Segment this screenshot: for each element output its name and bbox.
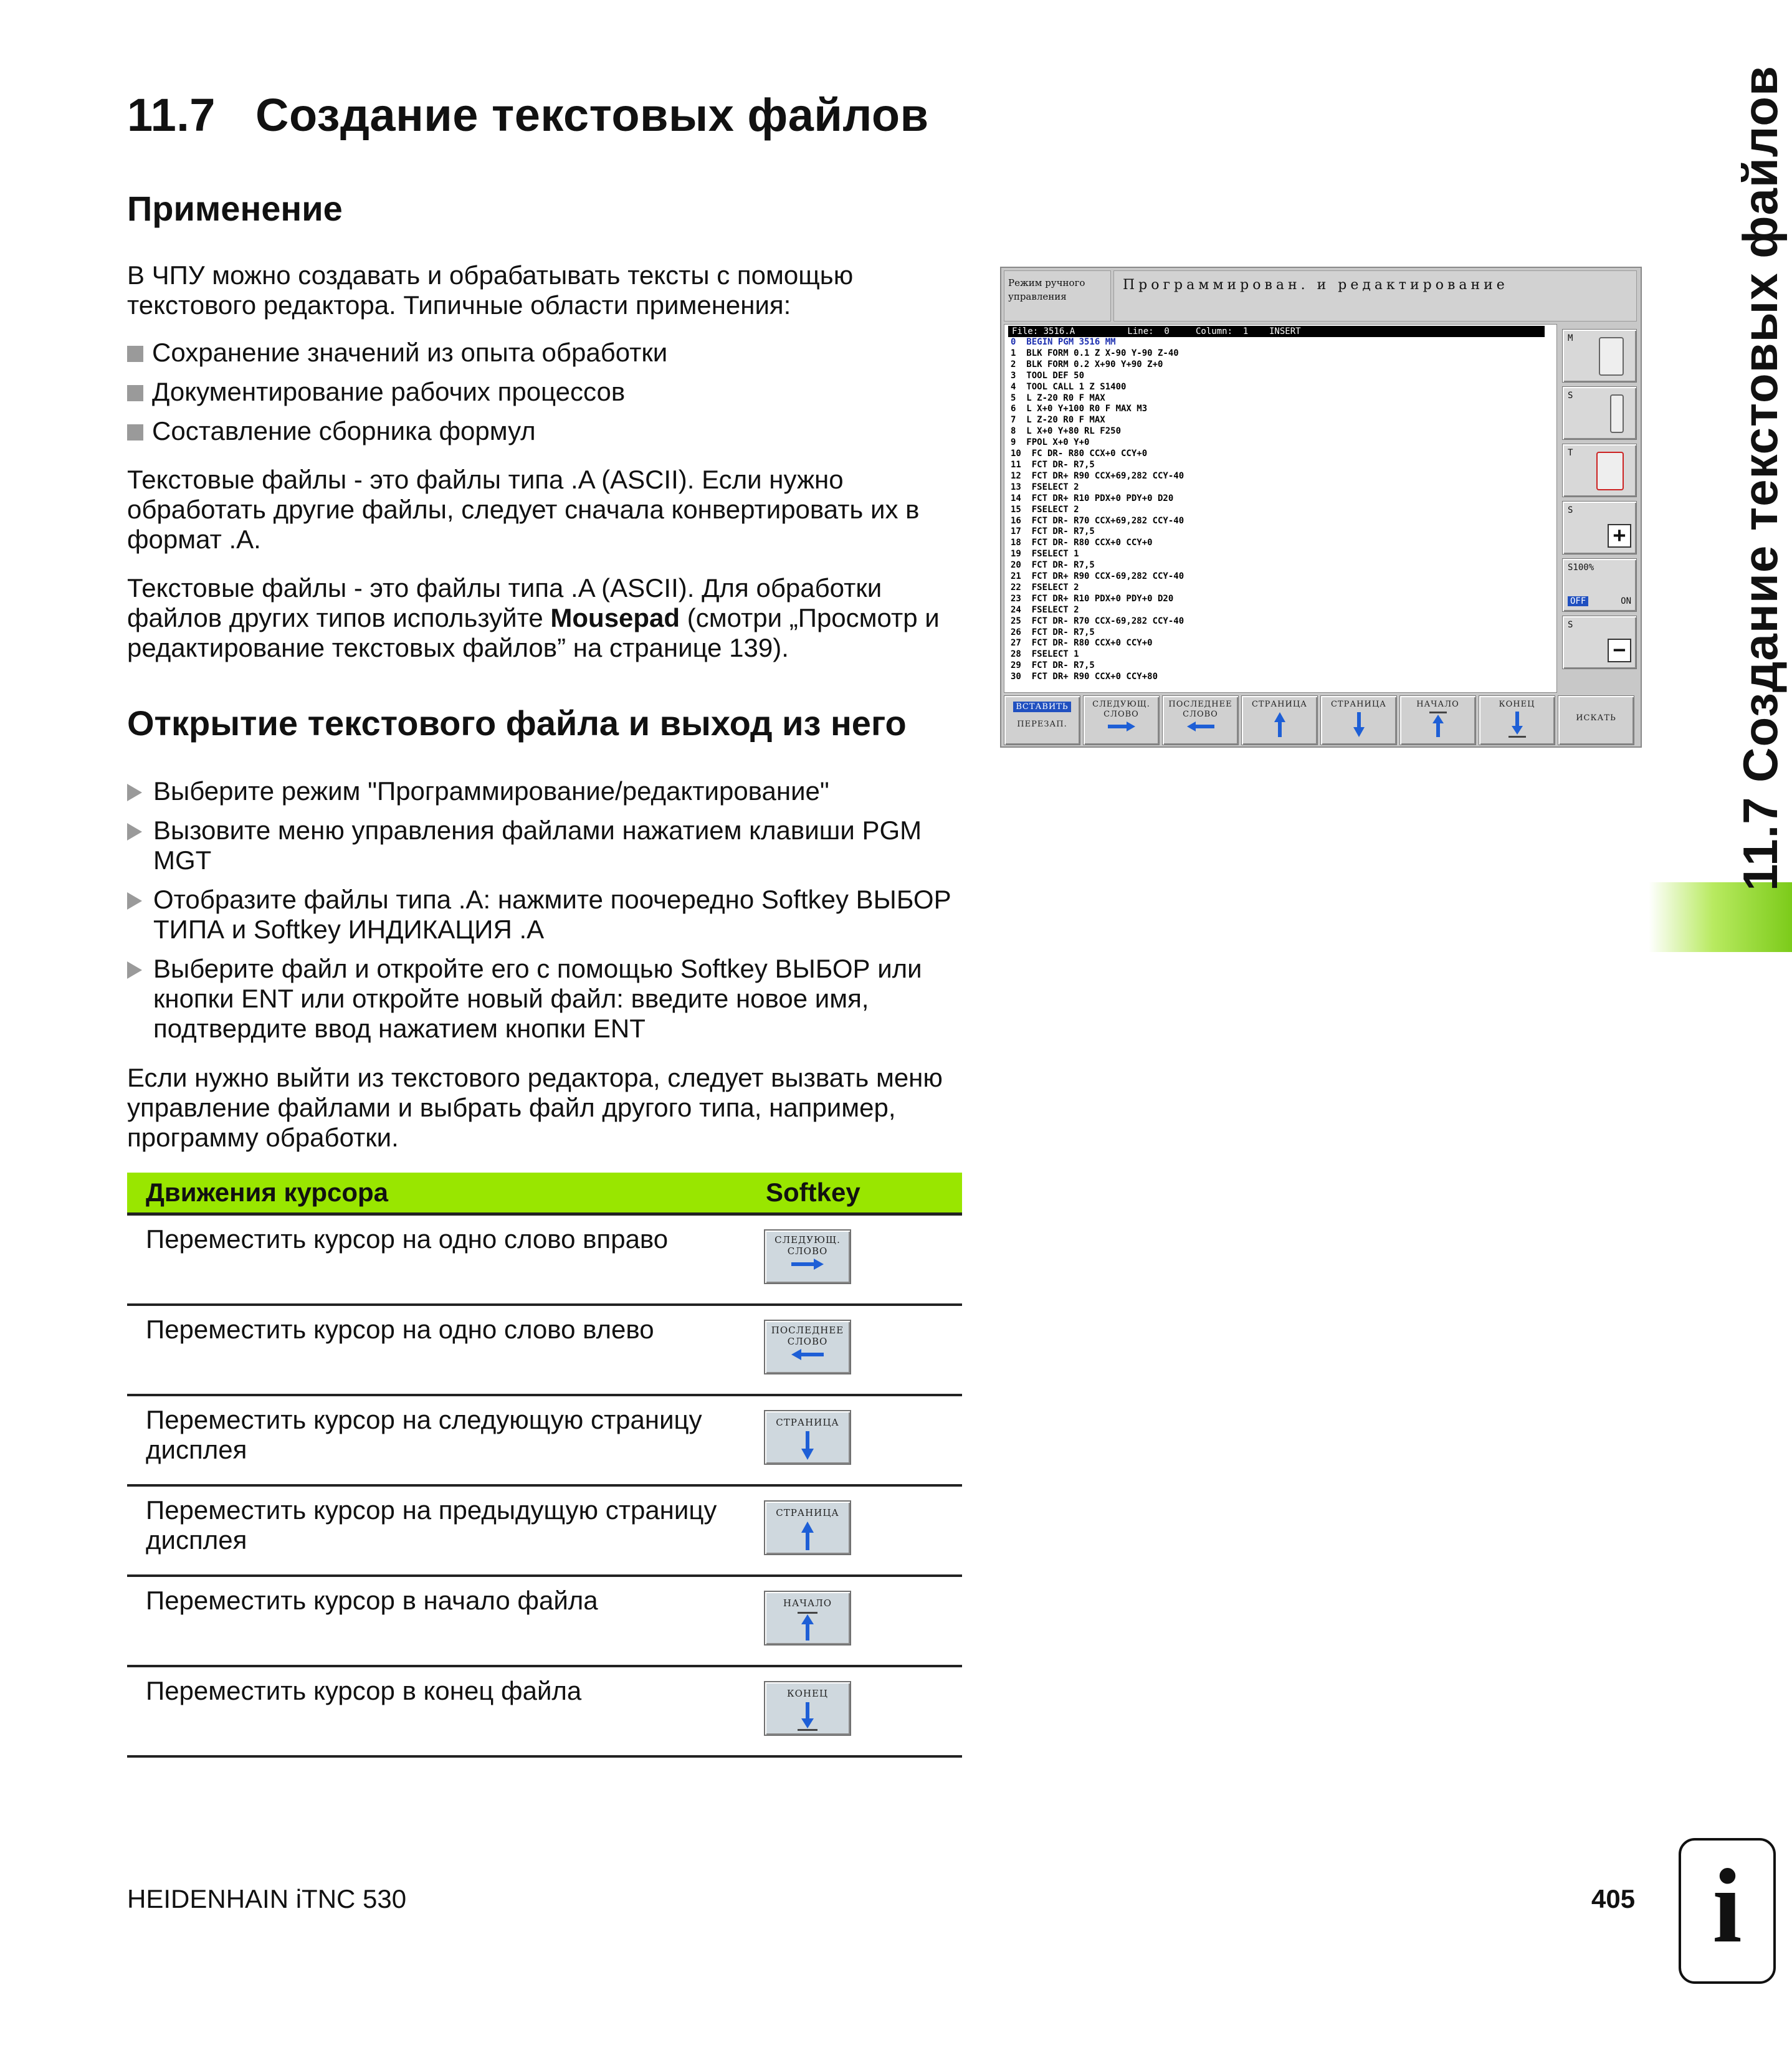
minus-icon: −: [1608, 639, 1631, 662]
softkey-overwrite-label: ПЕРЕЗАП.: [1017, 720, 1067, 729]
up-arrow-icon: [1274, 711, 1286, 738]
softkey-label: НАЧАЛО: [783, 1598, 832, 1609]
para2-reference: (смотри „Просмотр и редактирование текстовых файлов” на странице 139).: [127, 603, 940, 662]
side-tab-text: 11.7 Создание текстовых файлов: [1733, 65, 1788, 891]
up-arrow-icon: [800, 1520, 815, 1551]
softkey-search[interactable]: [1558, 695, 1634, 745]
table-header: [127, 1173, 962, 1216]
side-key-s-minus[interactable]: [1562, 616, 1637, 669]
side-key-s[interactable]: [1562, 386, 1637, 440]
up-arrow-bar-icon: [1427, 711, 1449, 738]
override-on-label: ON: [1621, 596, 1631, 606]
editor-line: 19 FSELECT 1: [1011, 549, 1079, 560]
chapter-side-tab: [1682, 65, 1788, 897]
table-row: [127, 1216, 962, 1306]
editor-line: 13 FSELECT 2: [1011, 482, 1079, 492]
tool-icon: [1610, 394, 1624, 433]
left-arrow-icon: [1185, 721, 1216, 732]
softkey-insert[interactable]: [1004, 695, 1080, 745]
softkey-next-word[interactable]: [1083, 695, 1160, 745]
editor-line: 24 FSELECT 2: [1011, 604, 1079, 615]
table-row: [127, 1487, 962, 1577]
header-softkey: Softkey: [766, 1178, 860, 1207]
softkey-begin[interactable]: [1399, 695, 1476, 745]
editor-line: 27 FCT DR- R80 CCX+0 CCY+0: [1011, 638, 1153, 649]
bullet-text: Сохранение значений из опыта обработки: [152, 338, 668, 367]
editor-line: 15 FSELECT 2: [1011, 504, 1079, 515]
softkey-label: СЛЕДУЮЩ. СЛОВО: [774, 1234, 841, 1257]
square-bullet-icon: [127, 385, 143, 401]
down-arrow-bar-icon: [1506, 711, 1528, 738]
editor-line: 2 BLK FORM 0.2 X+90 Y+90 Z+0: [1011, 359, 1163, 369]
page-number: 405: [1591, 1884, 1636, 1913]
bullet-item: [127, 416, 536, 446]
down-arrow-icon: [1353, 711, 1365, 738]
table-row: [127, 1396, 962, 1487]
softkey-page-up[interactable]: [1241, 695, 1318, 745]
step-text: Отобразите файлы типа .A: нажмите поочередно Softkey ВЫБОР ТИПА и Softkey ИНДИКАЦИЯ .A: [153, 885, 951, 944]
editor-line: 1 BLK FORM 0.1 Z X-90 Y-90 Z-40: [1011, 348, 1179, 358]
editor-line: 0 BEGIN PGM 3516 MM: [1011, 337, 1116, 347]
softkey-last-word[interactable]: [1162, 695, 1239, 745]
editor-line: 18 FCT DR- R80 CCX+0 CCY+0: [1011, 538, 1153, 548]
up-arrow-bar-icon: [795, 1611, 820, 1642]
next-word-softkey[interactable]: [764, 1229, 851, 1284]
bullet-text: Составление сборника формул: [152, 416, 536, 445]
side-softkeys: [1560, 324, 1638, 692]
editor-line: 25 FCT DR- R70 CCX-69,282 CCY-40: [1011, 616, 1184, 626]
title-text: Создание текстовых файлов: [255, 89, 929, 141]
triangle-bullet-icon: [127, 823, 142, 841]
step-item: [127, 954, 962, 1044]
down-arrow-icon: [800, 1430, 815, 1461]
step-text: Вызовите меню управления файлами нажатием клавиши PGM MGT: [153, 816, 922, 875]
row-description: Переместить курсор на одно слово влево: [146, 1315, 654, 1344]
section-number: 11.7: [127, 89, 216, 141]
editor-line: 11 FCT DR- R7,5: [1011, 459, 1095, 470]
editor-line: 10 FC DR- R80 CCX+0 CCY+0: [1011, 449, 1148, 459]
row-description: Переместить курсор на одно слово вправо: [146, 1224, 669, 1254]
side-key-label: S: [1568, 505, 1573, 515]
row-description: Переместить курсор в начало файла: [146, 1586, 598, 1615]
previous-word-softkey[interactable]: [764, 1320, 851, 1374]
bullet-item: [127, 338, 667, 368]
table-row: [127, 1667, 962, 1758]
softkey-page-down[interactable]: [1320, 695, 1397, 745]
editor-line: 8 L X+0 Y+80 RL F250: [1011, 426, 1122, 437]
side-key-label: S: [1568, 391, 1573, 401]
triangle-bullet-icon: [127, 784, 142, 801]
tnc-screenshot: [1000, 267, 1642, 748]
editor-line: 14 FCT DR+ R10 PDX+0 PDY+0 D20: [1011, 493, 1174, 503]
editor-line: 3 TOOL DEF 50: [1011, 370, 1085, 381]
side-key-label: S: [1568, 620, 1573, 630]
left-arrow-icon: [789, 1348, 826, 1361]
editor-line: 16 FCT DR- R70 CCX+69,282 CCY-40: [1011, 515, 1184, 526]
bullet-item: [127, 377, 625, 407]
footer-product: HEIDENHAIN iTNC 530: [127, 1884, 407, 1913]
side-key-s-plus[interactable]: [1562, 501, 1637, 555]
step-item: [127, 776, 962, 806]
softkey-label: СТРАНИЦА: [776, 1417, 839, 1428]
info-glyph: i: [1712, 1847, 1742, 1965]
right-arrow-icon: [789, 1258, 826, 1270]
softkey-label: ИСКАТЬ: [1576, 713, 1616, 723]
side-key-label: S100%: [1568, 563, 1594, 573]
editor-line: 22 FSELECT 2: [1011, 582, 1079, 593]
editor-line: 17 FCT DR- R7,5: [1011, 526, 1095, 537]
side-key-override[interactable]: [1562, 558, 1637, 612]
page-up-softkey[interactable]: [764, 1500, 851, 1555]
page-title: [127, 88, 929, 141]
spindle-icon: [1599, 337, 1624, 376]
softkey-label: ПОСЛЕДНЕЕ СЛОВО: [1168, 700, 1232, 719]
softkey-label: СТРАНИЦА: [776, 1507, 839, 1518]
tool-length-icon: [1596, 452, 1624, 490]
softkey-label: НАЧАЛО: [1416, 700, 1459, 709]
step-item: [127, 885, 962, 945]
editor-line: 5 L Z-20 R0 F MAX: [1011, 393, 1105, 403]
softkey-label: КОНЕЦ: [786, 1688, 829, 1699]
softkey-label: СЛЕДУЮЩ. СЛОВО: [1092, 700, 1150, 719]
editor-line: 9 FPOL X+0 Y+0: [1011, 437, 1090, 448]
editor-line: 4 TOOL CALL 1 Z S1400: [1011, 381, 1127, 392]
plus-icon: +: [1608, 524, 1631, 548]
header-cursor-movements: Движения курсора: [146, 1178, 389, 1207]
editor-line: 6 L X+0 Y+100 R0 F MAX M3: [1011, 404, 1148, 414]
section-heading-application: Применение: [127, 189, 343, 228]
triangle-bullet-icon: [127, 961, 142, 979]
softkey-label: СТРАНИЦА: [1330, 700, 1387, 709]
ascii-paragraph-1: Текстовые файлы - это файлы типа .A (ASCII). Если нужно обработать другие файлы, следует сначала конвертировать их в формат .A.: [127, 465, 920, 554]
intro-paragraph: В ЧПУ можно создавать и обрабатывать тексты с помощью текстового редактора. Типичные области применения:: [127, 260, 854, 320]
editor-lines: [1004, 337, 1556, 683]
editor-line: 20 FCT DR- R7,5: [1011, 560, 1095, 571]
info-icon: [1679, 1838, 1776, 1984]
editor-line: 29 FCT DR- R7,5: [1011, 660, 1095, 671]
end-file-softkey[interactable]: [764, 1681, 851, 1736]
table-row: [127, 1306, 962, 1396]
ascii-paragraph-2: [127, 573, 962, 663]
softkey-row: [1004, 695, 1638, 744]
step-item: [127, 816, 962, 875]
table-row: [127, 1577, 962, 1667]
side-key-t[interactable]: [1562, 444, 1637, 497]
editor-line: 23 FCT DR+ R10 PDX+0 PDY+0 D20: [1011, 593, 1174, 604]
softkey-label: КОНЕЦ: [1499, 700, 1535, 709]
editor-line: 12 FCT DR+ R90 CCX+69,282 CCY-40: [1011, 470, 1184, 481]
editor-line: 7 L Z-20 R0 F MAX: [1011, 415, 1105, 426]
side-key-label: T: [1568, 448, 1573, 458]
row-description: Переместить курсор в конец файла: [146, 1676, 582, 1705]
mode-label: Режим ручного управления: [1004, 270, 1111, 321]
para2-text: Текстовые файлы - это файлы типа .A (ASCII). Для обработки файлов других типов используйте: [127, 573, 882, 632]
step-text: Выберите файл и откройте его с помощью Softkey ВЫБОР или кнопки ENT или откройте новый файл: введите новое имя, подтвердите ввод нажатием кнопки ENT: [153, 954, 922, 1043]
mousepad-link[interactable]: Mousepad: [550, 603, 680, 632]
side-key-m[interactable]: [1562, 329, 1637, 383]
triangle-bullet-icon: [127, 892, 142, 910]
section-heading-open-exit: Открытие текстового файла и выход из него: [127, 703, 907, 743]
exit-paragraph: Если нужно выйти из текстового редактора, следует вызвать меню управление файлами и выбрать файл другого типа, например, программу обработки.: [127, 1063, 943, 1152]
square-bullet-icon: [127, 346, 143, 362]
bullet-text: Документирование рабочих процессов: [152, 377, 626, 406]
softkey-label: ПОСЛЕДНЕЕ СЛОВО: [771, 1325, 844, 1347]
square-bullet-icon: [127, 424, 143, 441]
down-arrow-bar-icon: [795, 1701, 820, 1732]
override-off-label: OFF: [1568, 596, 1588, 606]
step-text: Выберите режим "Программирование/редактирование": [153, 776, 829, 806]
softkey-end[interactable]: [1479, 695, 1555, 745]
editor-line: 30 FCT DR+ R90 CCX+0 CCY+80: [1011, 672, 1158, 682]
text-editor[interactable]: [1004, 324, 1557, 693]
softkey-insert-label: ВСТАВИТЬ: [1013, 702, 1070, 712]
side-key-label: M: [1568, 333, 1573, 343]
page-down-softkey[interactable]: [764, 1410, 851, 1465]
editor-line: 21 FCT DR+ R90 CCX-69,282 CCY-40: [1011, 571, 1184, 582]
begin-file-softkey[interactable]: [764, 1591, 851, 1646]
editor-status-bar: File: 3516.A Line: 0 Column: 1 INSERT: [1008, 326, 1545, 337]
editor-line: 26 FCT DR- R7,5: [1011, 627, 1095, 637]
cursor-movement-table: [127, 1173, 962, 1758]
softkey-label: СТРАНИЦА: [1251, 700, 1308, 709]
editor-line: 28 FSELECT 1: [1011, 649, 1079, 660]
mode-title: Программирован. и редактирование: [1113, 270, 1637, 321]
right-arrow-icon: [1106, 721, 1137, 732]
row-description: Переместить курсор на следующую страницу дисплея: [146, 1405, 702, 1464]
row-description: Переместить курсор на предыдущую страницу дисплея: [146, 1495, 717, 1555]
